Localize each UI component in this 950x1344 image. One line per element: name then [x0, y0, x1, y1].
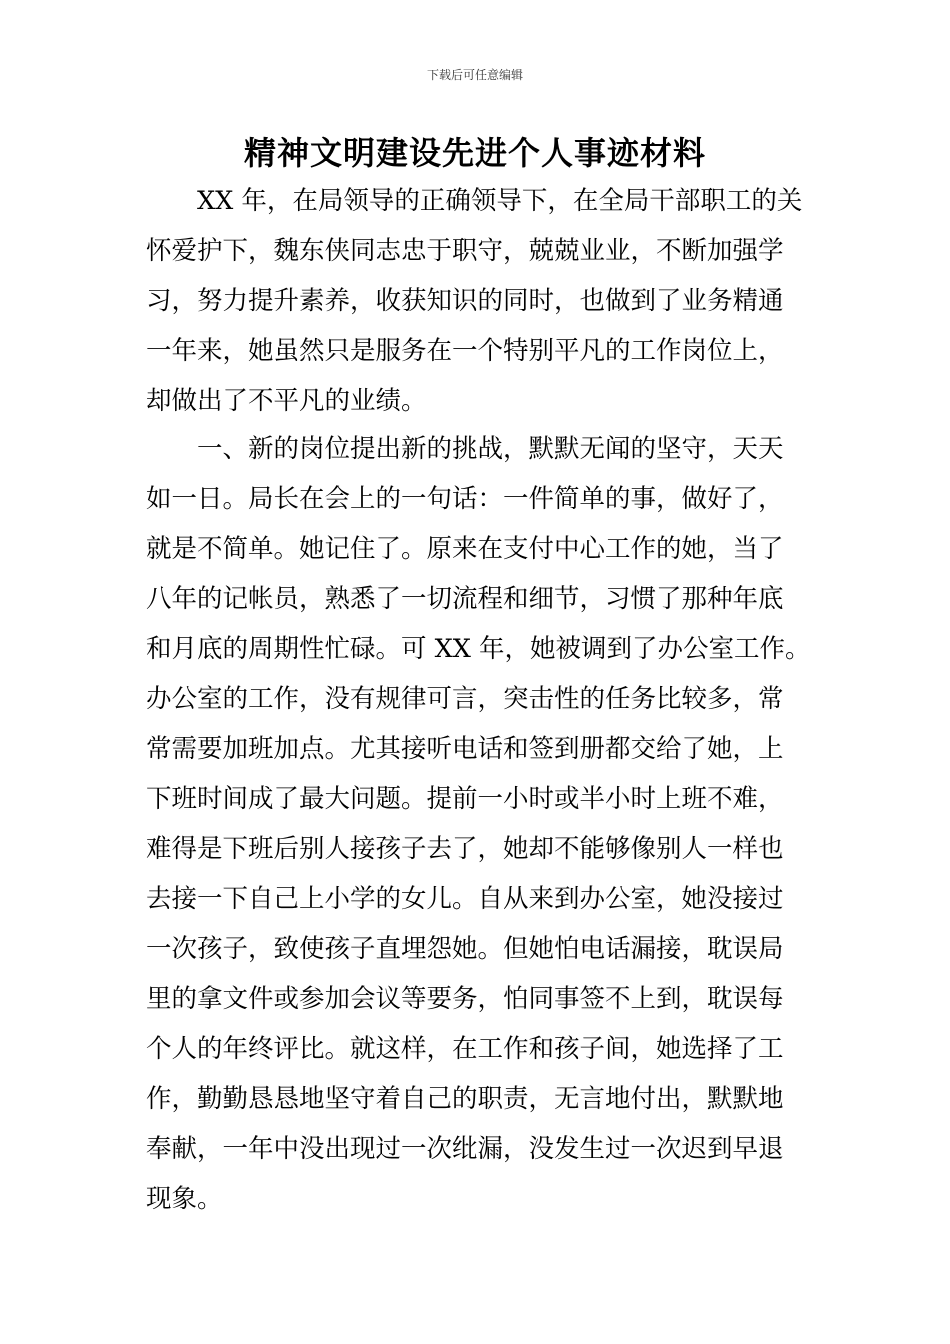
paragraph-line: 却做出了不平凡的业绩。 — [146, 386, 427, 416]
paragraph-line: 就是不简单。她记住了。原来在支付中心工作的她，当了 — [146, 534, 784, 564]
paragraph-line: 去接一下自己上小学的女儿。自从来到办公室，她没接过 — [146, 884, 784, 914]
paragraph-line: 和月底的周期性忙碌。可 XX 年，她被调到了办公室工作。 — [146, 634, 811, 664]
paragraph-line: 怀爱护下，魏东侠同志忠于职守，兢兢业业，不断加强学 — [146, 236, 784, 266]
paragraph-line: 习，努力提升素养，收获知识的同时，也做到了业务精通 — [146, 286, 784, 316]
paragraph-line: 八年的记帐员，熟悉了一切流程和细节，习惯了那种年底 — [146, 584, 784, 614]
paragraph-line: 现象。 — [146, 1184, 223, 1214]
paragraph-line: 一年来，她虽然只是服务在一个特别平凡的工作岗位上， — [146, 336, 784, 366]
paragraph-2 — [146, 424, 811, 1224]
paragraph-line: 里的拿文件或参加会议等要务，怕同事签不上到，耽误每 — [146, 984, 784, 1014]
paragraph-line: 常需要加班加点。尤其接听电话和签到册都交给了她，上 — [146, 734, 784, 764]
paragraph-1 — [146, 176, 806, 426]
paragraph-line: 难得是下班后别人接孩子去了，她却不能够像别人一样也 — [146, 834, 784, 864]
paragraph-line: XX 年，在局领导的正确领导下，在全局干部职工的关 — [146, 186, 803, 216]
paragraph-line: 个人的年终评比。就这样，在工作和孩子间，她选择了工 — [146, 1034, 784, 1064]
paragraph-line: 如一日。局长在会上的一句话：一件简单的事，做好了， — [146, 484, 784, 514]
document-title: 精神文明建设先进个人事迹材料 — [243, 134, 706, 172]
paragraph-line: 下班时间成了最大问题。提前一小时或半小时上班不难， — [146, 784, 784, 814]
paragraph-line: 作，勤勤恳恳地坚守着自己的职责，无言地付出，默默地 — [146, 1084, 784, 1114]
paragraph-line: 奉献，一年中没出现过一次纰漏，没发生过一次迟到早退 — [146, 1134, 784, 1164]
paragraph-line: 一次孩子，致使孩子直埋怨她。但她怕电话漏接，耽误局 — [146, 934, 784, 964]
paragraph-line: 办公室的工作，没有规律可言，突击性的任务比较多，常 — [146, 684, 784, 714]
header-note: 下载后可任意编辑 — [426, 68, 523, 82]
paragraph-line: 一、新的岗位提出新的挑战，默默无闻的坚守，天天 — [146, 434, 784, 464]
